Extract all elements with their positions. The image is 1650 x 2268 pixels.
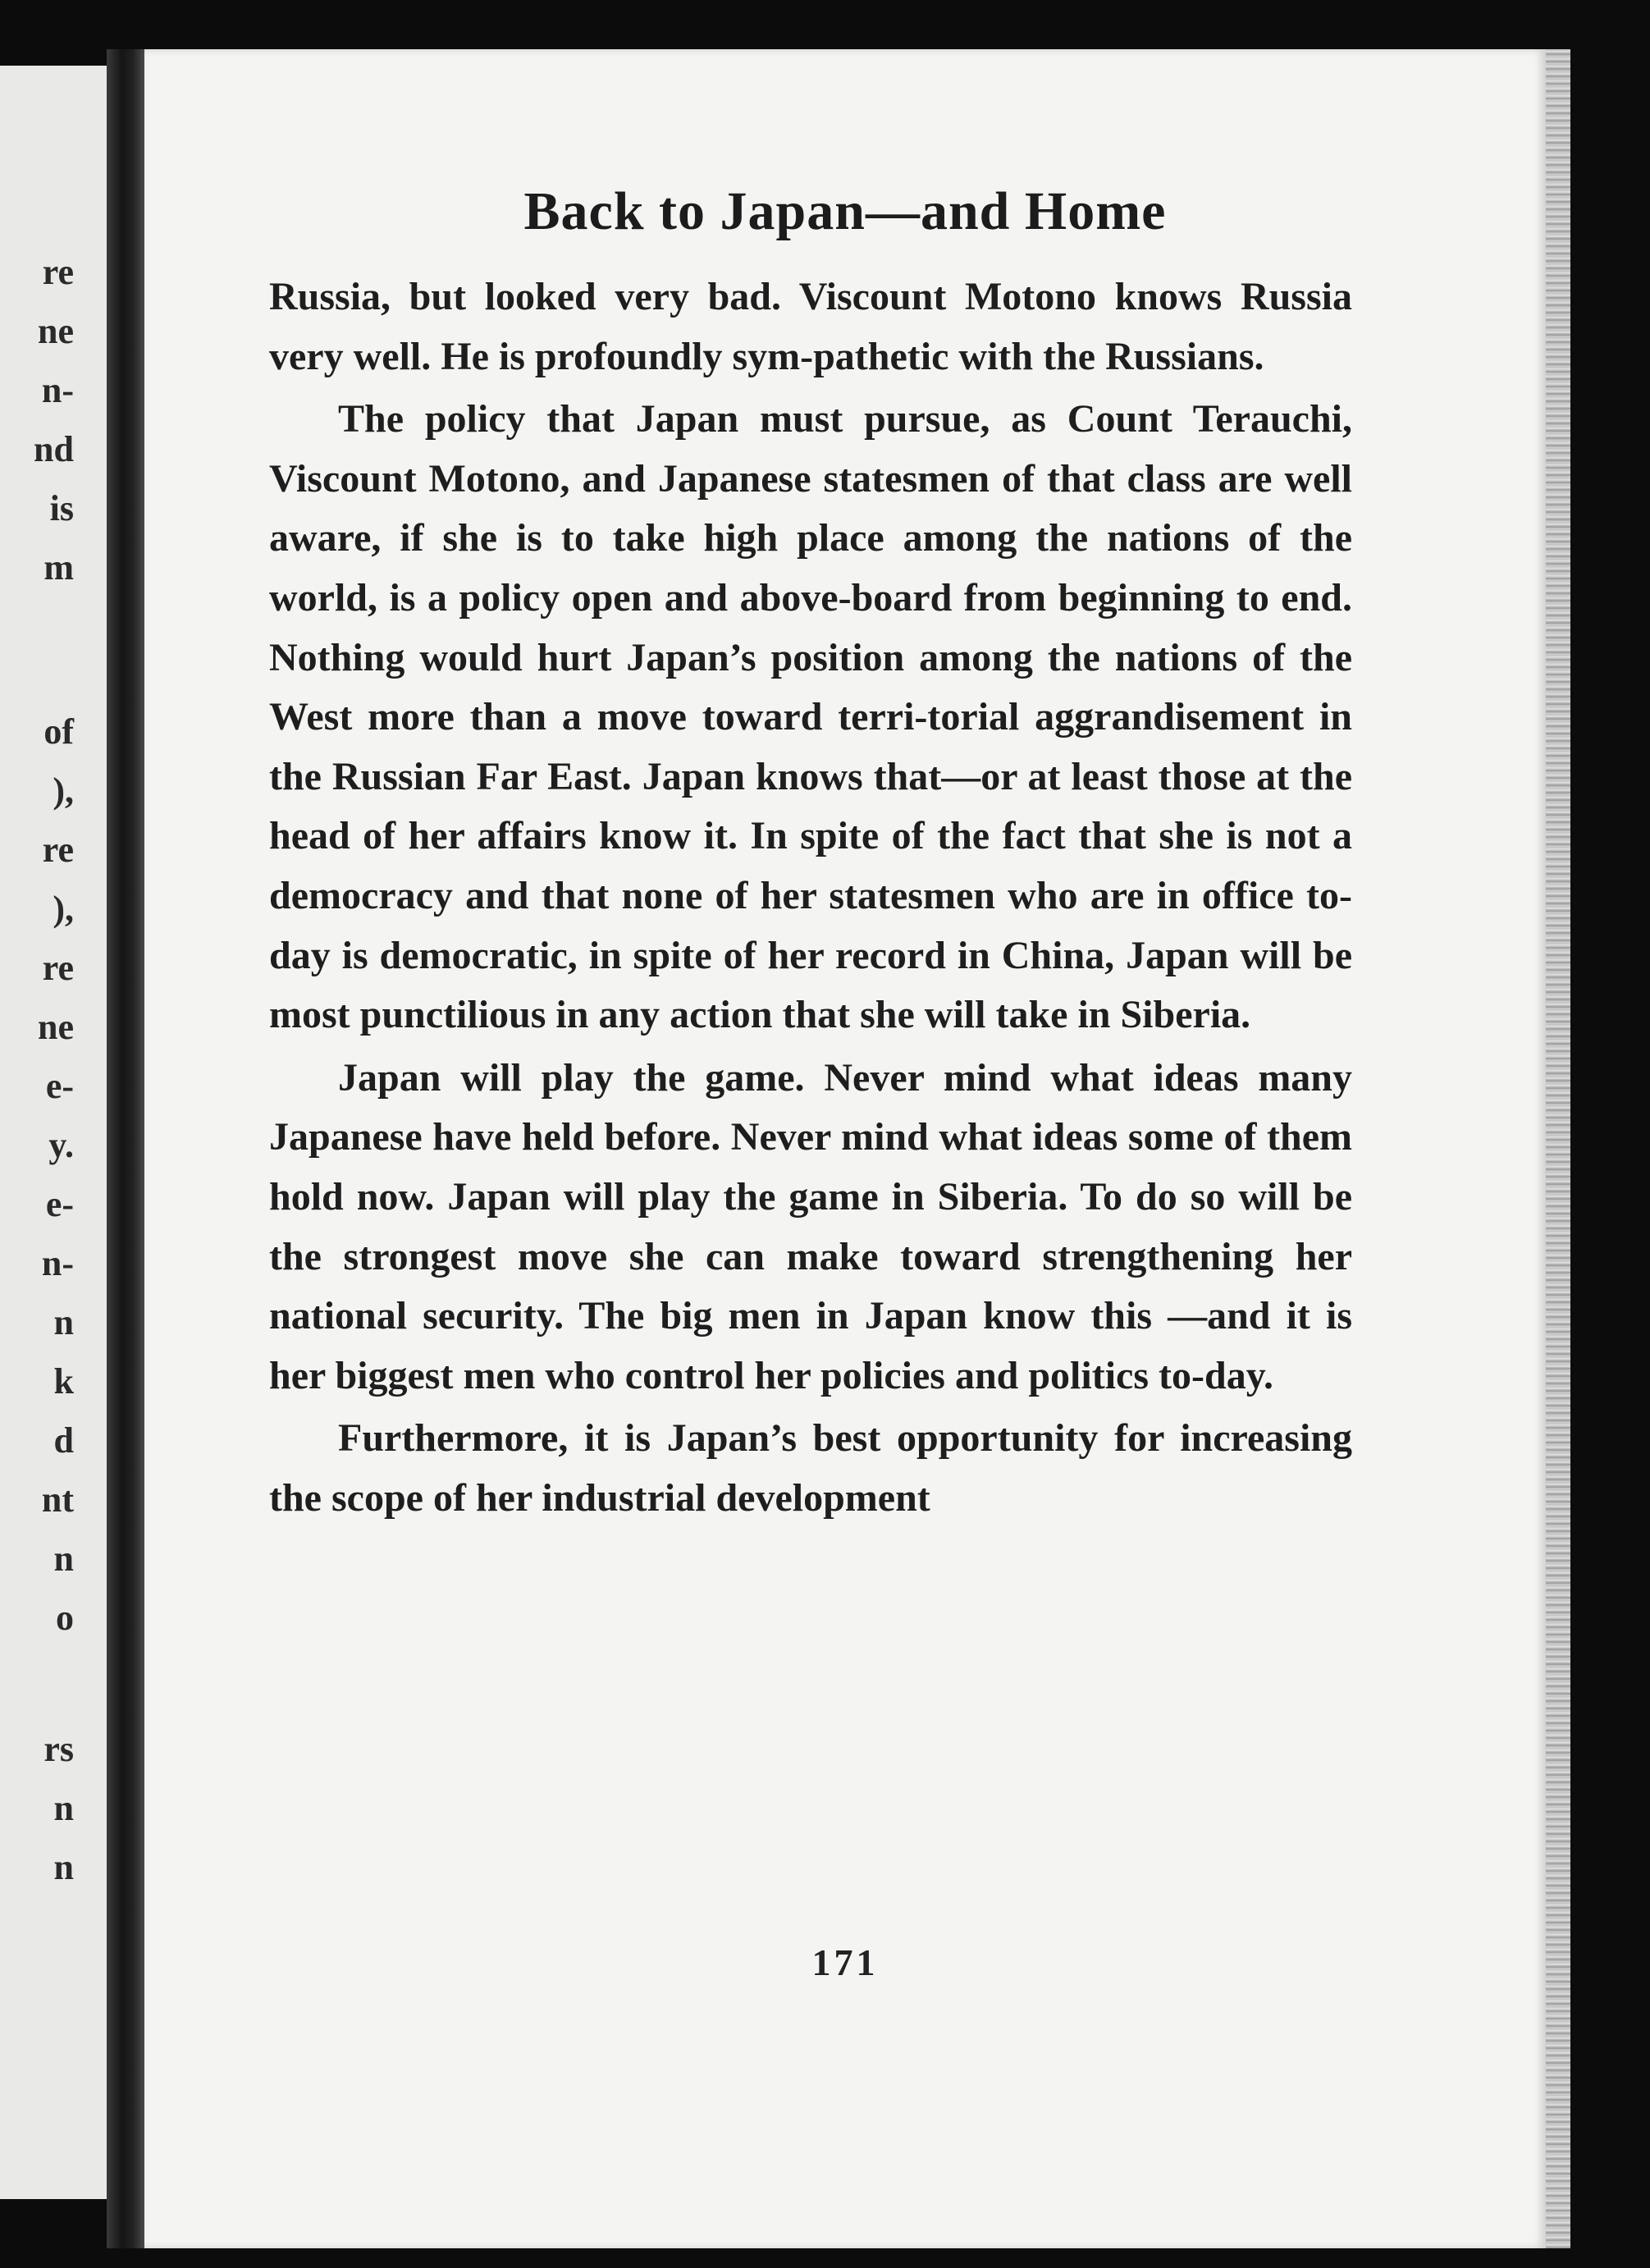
previous-page-fragment: m — [43, 547, 74, 588]
previous-page-fragment: is — [49, 488, 74, 528]
previous-page-fragment: ), — [53, 889, 74, 929]
running-head: Back to Japan—and Home — [523, 181, 1167, 241]
previous-page-fragment: nd — [34, 429, 74, 469]
previous-page-fragment: d — [53, 1420, 74, 1461]
paragraph: The policy that Japan must pursue, as Count Terauchi, Viscount Motono, and Japanese statesmen of that class are well aware, if she is to take high place among the nations of the world, is a policy open and above-board from beginning to end. Nothing would hurt Japan’s position among the nations of the West more than a move toward terri-torial aggrandisement in the Russian Far East. Japan knows that—or at least those at the head of her affairs know it. In spite of the fact that she is not a democracy and that none of her statesmen who are in office to-day is democratic, in spite of her record in China, Japan will be most punctilious in any action that she will take in Siberia. — [269, 397, 1352, 1037]
previous-page-fragment: re — [42, 830, 74, 870]
previous-page-fragment: y. — [48, 1125, 74, 1165]
paragraph: Japan will play the game. Never mind what ideas many Japanese have held before. Never mind what ideas some of them hold now. Japan will play the game in Siberia. To do so will be the strongest move she can make toward strengthening her national security. The big men in Japan know this —and it is her biggest men who control her policies and politics to-day. — [269, 1055, 1352, 1397]
previous-page-fragment: n- — [41, 370, 74, 410]
previous-page-fragment: n — [53, 1539, 74, 1579]
previous-page-fragment: o — [56, 1598, 74, 1638]
previous-page-fragment: n — [53, 1302, 74, 1342]
previous-page-fragment: ne — [38, 1007, 74, 1047]
previous-page-fragment: rs — [43, 1729, 74, 1769]
book-page — [144, 49, 1546, 2248]
previous-page-fragment: e- — [45, 1066, 74, 1106]
previous-page-fragment: n- — [41, 1243, 74, 1283]
paragraph: Furthermore, it is Japan’s best opportunity for increasing the scope of her industrial development — [269, 1416, 1352, 1520]
paragraph: Russia, but looked very bad. Viscount Motono knows Russia very well. He is profoundly sym-pathetic with the Russians. — [269, 275, 1352, 378]
previous-page-edge — [0, 66, 107, 2199]
page-stack-edge — [1546, 49, 1570, 2248]
previous-page-fragment: of — [43, 711, 74, 752]
previous-page-fragment: re — [42, 252, 74, 292]
book-gutter — [107, 49, 144, 2248]
previous-page-fragment: ne — [38, 311, 74, 351]
previous-page-fragment: e- — [45, 1184, 74, 1224]
previous-page-fragment: nt — [41, 1479, 74, 1520]
body-text — [269, 267, 1352, 1528]
previous-page-fragment: re — [42, 948, 74, 988]
previous-page-fragment: n — [53, 1788, 74, 1828]
page-number: 171 — [811, 1941, 879, 1983]
previous-page-fragment: n — [53, 1847, 74, 1887]
previous-page-fragment: ), — [53, 770, 74, 811]
previous-page-fragment: k — [53, 1361, 74, 1401]
